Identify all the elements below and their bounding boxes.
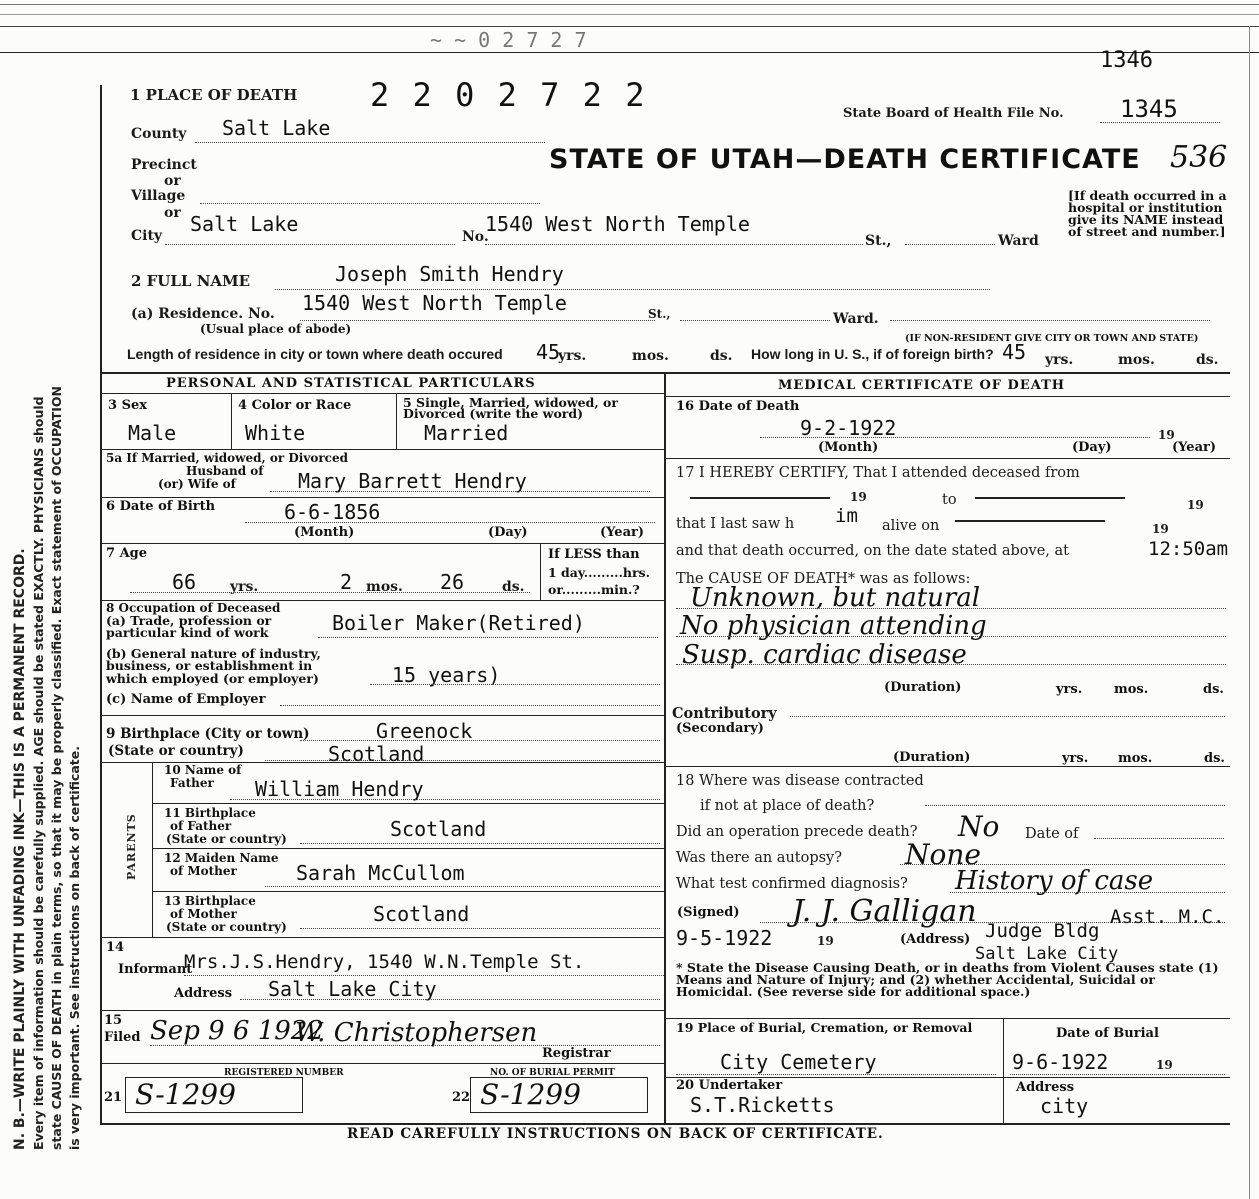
- informant-num: 14: [106, 940, 125, 955]
- industry-value: 15 years): [392, 663, 501, 687]
- residence-st-label: St.,: [648, 307, 671, 321]
- dob-value: 6-6-1856: [284, 500, 381, 524]
- certify-to: to: [942, 492, 957, 508]
- residence-line: [300, 320, 655, 321]
- autopsy-label: Was there an autopsy?: [676, 850, 843, 866]
- reg-number-label: REGISTERED NUMBER: [224, 1068, 344, 1078]
- certify-text: 17 I HEREBY CERTIFY, That I attended deceased from: [676, 465, 1080, 481]
- informant-label: Informant: [118, 962, 193, 977]
- occupation-value: Boiler Maker(Retired): [332, 611, 585, 635]
- rule: [664, 766, 1230, 767]
- rule: [100, 1063, 664, 1064]
- mbirth-label-1: 13 Birthplace: [164, 894, 256, 908]
- contracted-line: [925, 805, 1225, 806]
- father-label-1: 10 Name of: [164, 763, 242, 777]
- time-value: 12:50am: [1148, 538, 1229, 560]
- cert-number-stamp: 2 2 0 2 7 2 2: [370, 76, 647, 114]
- signed-value: J. J. Galligan: [792, 894, 977, 929]
- certify-19-b: 19: [1187, 498, 1204, 512]
- signed-title: Asst. M.C.: [1110, 906, 1225, 928]
- num-21: 21: [104, 1090, 123, 1105]
- sheet-edge: [0, 52, 1259, 53]
- hospital-note: [If death occurred in a hospital or institution give its NAME instead of street and number.]: [1068, 188, 1227, 239]
- length-yrs: yrs.: [558, 348, 587, 364]
- sex-label: 3 Sex: [108, 398, 147, 413]
- mbirth-label-3: (State or country): [166, 920, 287, 934]
- residence-ward-line: [890, 320, 1210, 321]
- signed-date: 9-5-1922: [676, 926, 773, 950]
- registrar-label: Registrar: [542, 1046, 611, 1061]
- full-name-line: [275, 289, 990, 290]
- alive-line: [955, 520, 1105, 522]
- address-label: (Address): [900, 932, 971, 947]
- ward-label: Ward: [998, 233, 1039, 249]
- informant-line: [184, 975, 664, 976]
- rule: [1003, 1018, 1004, 1123]
- burial-permit-label: NO. OF BURIAL PERMIT: [490, 1068, 615, 1078]
- birthplace-country: Scotland: [328, 742, 425, 766]
- no-label: No.: [462, 229, 489, 245]
- sheet-edge: [0, 26, 1259, 27]
- rule: [152, 762, 153, 937]
- city-label: City: [131, 228, 163, 244]
- ward-line: [905, 244, 995, 245]
- rule: [100, 937, 664, 938]
- death-day: (Day): [1072, 440, 1112, 455]
- burial-date-label: Date of Burial: [1056, 1026, 1159, 1041]
- age-label: 7 Age: [106, 546, 148, 561]
- birthplace-country-line: [265, 760, 660, 761]
- day-hrs-label: 1 day.........hrs.: [548, 565, 650, 580]
- cause-footnote: * State the Disease Causing Death, or in deaths from Violent Causes state (1) Means and Nature of Injury; and (2) whether Accidental, Suicidal or Homicidal. (See reverse side for additional space.): [676, 960, 1219, 999]
- alive-19: 19: [1152, 522, 1169, 536]
- medical-header: MEDICAL CERTIFICATE OF DEATH: [778, 378, 1066, 393]
- spouse-value: Mary Barrett Hendry: [298, 469, 527, 493]
- sex-value: Male: [128, 421, 177, 445]
- rule: [152, 803, 664, 804]
- frame-bottom: [100, 1123, 1230, 1125]
- city-value: Salt Lake: [190, 212, 299, 236]
- registrar-signature: W. Christophersen: [295, 1018, 538, 1048]
- full-name-value: Joseph Smith Hendry: [335, 262, 564, 286]
- place-of-death-label: 1 PLACE OF DEATH: [130, 86, 298, 104]
- state-file-label: State Board of Health File No.: [843, 106, 1064, 121]
- spouse-label-1: 5a If Married, widowed, or Divorced: [106, 451, 348, 465]
- residence-label: (a) Residence. No.: [131, 306, 275, 322]
- dob-year: (Year): [600, 525, 644, 540]
- precinct-label: Precinct: [131, 157, 197, 173]
- occupation-label-1: 8 Occupation of Deceased: [106, 601, 281, 615]
- age-ds: ds.: [502, 579, 525, 595]
- race-value: White: [245, 421, 306, 445]
- burial-value: City Cemetery: [720, 1050, 877, 1074]
- signed-label: (Signed): [677, 905, 740, 920]
- st-label: St.,: [865, 233, 892, 249]
- rule: [100, 543, 664, 544]
- county-line: [195, 142, 545, 143]
- birthplace-city: Greenock: [376, 719, 473, 743]
- industry-label-1: (b) General nature of industry,: [106, 646, 321, 661]
- operation-label: Did an operation precede death?: [676, 824, 918, 840]
- length-ds: ds.: [710, 348, 733, 364]
- industry-line: [370, 684, 660, 685]
- footer-instructions: READ CAREFULLY INSTRUCTIONS ON BACK OF CERTIFICATE.: [347, 1126, 884, 1142]
- death-date-value: 9-2-1922: [800, 416, 897, 440]
- foreign-birth-label: How long in U. S., if of foreign birth?: [751, 346, 994, 362]
- margin-line-3: state CAUSE OF DEATH in plain terms, so that it may be properly classified. Exact statement of OCCUPATION: [49, 386, 64, 1150]
- stamp-partial: ~ ~ 0 2 7 2 7: [430, 28, 587, 52]
- undertaker-address: city: [1040, 1094, 1089, 1118]
- title-handwritten: 536: [1170, 140, 1228, 175]
- occurred-label: and that death occurred, on the date stated above, at: [676, 543, 1069, 559]
- village-line: [200, 203, 540, 204]
- margin-line-2: Every item of information should be carefully supplied. AGE should be stated EXACTLY. PHYSICIANS should: [31, 396, 46, 1150]
- street-line: [485, 244, 863, 245]
- address-line-2: Salt Lake City: [975, 944, 1119, 964]
- fbirth-label-2: of Father: [170, 819, 232, 833]
- spouse-label-2: Husband of: [186, 464, 264, 478]
- death-date-label: 16 Date of Death: [676, 399, 800, 414]
- county-label: County: [131, 126, 187, 142]
- test-line: [950, 892, 1225, 893]
- sheet-edge: [0, 4, 1259, 5]
- father-value: William Hendry: [255, 777, 424, 801]
- street-value: 1540 West North Temple: [485, 212, 750, 236]
- death-year: (Year): [1172, 440, 1216, 455]
- mother-value: Sarah McCullom: [296, 861, 465, 885]
- rule: [664, 396, 1230, 397]
- informant-address: Salt Lake City: [268, 977, 437, 1001]
- race-label: 4 Color or Race: [238, 398, 352, 413]
- address-line-1: Judge Bldg: [985, 920, 1100, 942]
- burial-line: [676, 1074, 996, 1075]
- mbirth-line: [300, 928, 660, 929]
- rule: [100, 715, 664, 716]
- birthplace-label: 9 Birthplace (City or town): [106, 726, 310, 742]
- residence-value: 1540 West North Temple: [302, 291, 567, 315]
- duration-yrs-2: yrs.: [1062, 751, 1089, 766]
- duration-ds-2: ds.: [1204, 751, 1225, 766]
- secondary-label: (Secondary): [676, 721, 764, 736]
- operation-value: No: [958, 810, 1000, 843]
- not-at-place-label: if not at place of death?: [700, 798, 875, 814]
- burial-19: 19: [1156, 1058, 1173, 1072]
- rule: [100, 497, 664, 498]
- rule: [540, 543, 541, 600]
- residence-ward-label: Ward.: [833, 311, 879, 327]
- birthplace-line: [300, 740, 660, 741]
- marital-value: Married: [424, 421, 509, 445]
- dob-day: (Day): [488, 525, 528, 540]
- occupation-line: [318, 637, 658, 638]
- alive-on-label: alive on: [882, 518, 940, 534]
- duration-mos-1: mos.: [1114, 682, 1149, 697]
- parents-label: PARENTS: [125, 813, 138, 880]
- rule: [100, 393, 664, 394]
- certificate-title: STATE OF UTAH—DEATH CERTIFICATE: [549, 144, 1141, 175]
- residence-ward-dots: [680, 320, 830, 321]
- fbirth-label-3: (State or country): [166, 832, 287, 846]
- from-line: [690, 497, 830, 499]
- age-mos: mos.: [366, 579, 403, 595]
- occupation-label-2: (a) Trade, profession or: [106, 613, 272, 628]
- filed-num: 15: [104, 1013, 123, 1028]
- cause-line-3: Susp. cardiac disease: [682, 640, 967, 670]
- rule: [152, 848, 664, 849]
- village-label: Village: [131, 188, 186, 204]
- margin-line-4: is very important. See instructions on back of certificate.: [67, 746, 82, 1150]
- sheet-edge: [1249, 26, 1250, 1199]
- length-residence-label: Length of residence in city or town where death occured: [127, 346, 503, 362]
- duration-2: (Duration): [893, 750, 971, 765]
- contributory-label: Contributory: [672, 705, 777, 722]
- residence-sub: (Usual place of abode): [200, 322, 352, 336]
- or-min-label: or.........min.?: [548, 582, 640, 597]
- death-month: (Month): [818, 440, 879, 455]
- frame-left: [100, 85, 102, 1125]
- foreign-ds: ds.: [1196, 352, 1219, 368]
- num-22: 22: [452, 1090, 471, 1105]
- age-yrs: yrs.: [230, 579, 259, 595]
- cause-rule-3: [676, 664, 1226, 665]
- rule: [664, 1018, 1230, 1019]
- sheet-edge: [0, 14, 1259, 15]
- dob-line: [245, 522, 655, 523]
- death-date-line: [760, 437, 1150, 438]
- age-months: 2: [340, 570, 353, 594]
- file-no-line: [1100, 122, 1220, 123]
- nonresident-note: (IF NON-RESIDENT GIVE CITY OR TOWN AND STATE): [905, 333, 1199, 344]
- burial-date-value: 9-6-1922: [1012, 1050, 1109, 1074]
- employer-label: (c) Name of Employer: [106, 692, 266, 707]
- or-label-2: or: [164, 205, 181, 221]
- corner-number: 1346: [1100, 48, 1153, 73]
- cause-rule-1: [676, 608, 1226, 609]
- filed-date: Sep 9 6 1922: [150, 1016, 324, 1046]
- filed-label: Filed: [104, 1030, 141, 1045]
- contrib-line: [790, 716, 1225, 717]
- test-label: What test confirmed diagnosis?: [676, 876, 908, 892]
- undertaker-address-label: Address: [1016, 1080, 1075, 1095]
- city-line: [165, 244, 455, 245]
- marital-label: 5 Single, Married, widowed, or Divorced (write the word): [403, 395, 618, 421]
- rule: [100, 449, 664, 450]
- dob-label: 6 Date of Birth: [106, 499, 216, 514]
- reg-number-value: S-1299: [135, 1078, 236, 1111]
- informant-address-line: [240, 999, 660, 1000]
- county-value: Salt Lake: [222, 116, 331, 140]
- duration-ds-1: ds.: [1203, 682, 1224, 697]
- death-19: 19: [1158, 428, 1175, 442]
- father-label-2: Father: [170, 776, 214, 790]
- informant-address-label: Address: [174, 986, 233, 1001]
- cause-rule-2: [676, 636, 1226, 637]
- cause-label: The CAUSE OF DEATH* was as follows:: [676, 571, 971, 587]
- dob-month: (Month): [294, 525, 355, 540]
- age-line: [130, 592, 530, 593]
- duration-1: (Duration): [884, 680, 962, 695]
- age-days: 26: [440, 570, 465, 594]
- burial-date-line: [1010, 1074, 1225, 1075]
- last-saw-label: that I last saw h: [676, 516, 795, 532]
- age-years: 66: [172, 570, 197, 594]
- burial-label: 19 Place of Burial, Cremation, or Removal: [676, 1020, 973, 1035]
- autopsy-line: [900, 864, 1225, 865]
- spouse-line: [270, 491, 650, 492]
- mbirth-value: Scotland: [373, 902, 470, 926]
- or-label: or: [164, 173, 181, 189]
- duration-mos-2: mos.: [1118, 751, 1153, 766]
- undertaker-value: S.T.Ricketts: [690, 1093, 835, 1117]
- cause-line-2: No physician attending: [680, 611, 987, 641]
- to-line: [975, 497, 1125, 499]
- mother-label-1: 12 Maiden Name: [164, 851, 279, 865]
- occupation-label-3: particular kind of work: [106, 625, 269, 640]
- rule: [396, 393, 397, 449]
- contracted-label: 18 Where was disease contracted: [676, 773, 924, 789]
- undertaker-label: 20 Undertaker: [676, 1078, 783, 1093]
- certify-19: 19: [850, 490, 867, 504]
- less-than-label: If LESS than: [548, 547, 640, 562]
- personal-header: PERSONAL AND STATISTICAL PARTICULARS: [166, 376, 536, 391]
- length-residence-value: 45: [536, 340, 561, 364]
- mother-line: [265, 886, 660, 887]
- margin-line-1: N. B.—WRITE PLAINLY WITH UNFADING INK—THIS IS A PERMANENT RECORD.: [12, 548, 28, 1150]
- rule: [231, 393, 232, 449]
- date-of-line: [1094, 838, 1224, 839]
- employer-line: [280, 705, 660, 706]
- duration-yrs-1: yrs.: [1056, 682, 1083, 697]
- father-line: [230, 799, 660, 800]
- industry-label-3: which employed (or employer): [106, 671, 319, 686]
- foreign-birth-value: 45: [1002, 340, 1027, 364]
- birthplace-state-label: (State or country): [108, 743, 244, 759]
- fbirth-line: [300, 843, 660, 844]
- cause-line-1: Unknown, but natural: [690, 583, 981, 613]
- fbirth-label-1: 11 Birthplace: [164, 806, 256, 820]
- test-value: History of case: [955, 866, 1154, 896]
- informant-value: Mrs.J.S.Hendry, 1540 W.N.Temple St.: [184, 951, 585, 973]
- full-name-label: 2 FULL NAME: [131, 272, 251, 290]
- rule: [100, 1010, 664, 1011]
- length-mos: mos.: [632, 348, 669, 364]
- burial-permit-value: S-1299: [480, 1078, 581, 1111]
- rule: [664, 458, 1230, 459]
- industry-label-2: business, or establishment in: [106, 658, 313, 673]
- spouse-label-3: (or) Wife of: [158, 477, 236, 491]
- rule: [152, 891, 664, 892]
- signed-19: 19: [817, 934, 834, 948]
- autopsy-value: None: [905, 838, 981, 871]
- mbirth-label-2: of Mother: [170, 907, 237, 921]
- mother-label-2: of Mother: [170, 864, 237, 878]
- last-saw-him: im: [835, 505, 858, 527]
- foreign-mos: mos.: [1118, 352, 1155, 368]
- fbirth-value: Scotland: [390, 817, 487, 841]
- date-of-label: Date of: [1025, 826, 1079, 842]
- state-file-no: 1345: [1120, 95, 1178, 123]
- foreign-yrs: yrs.: [1045, 352, 1074, 368]
- column-divider: [664, 373, 666, 1123]
